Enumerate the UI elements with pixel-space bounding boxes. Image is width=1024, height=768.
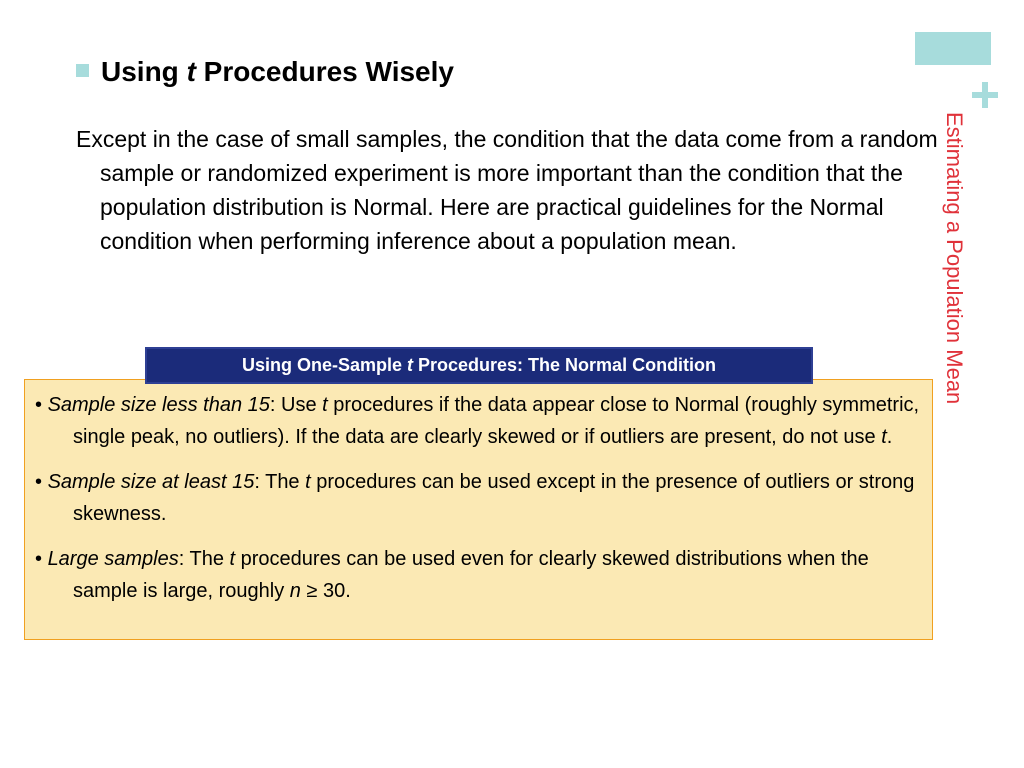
guideline-item-small-sample: • Sample size less than 15: Use t procedures if the data appear close to Normal (roughly symmetric, single peak, no outliers). If the data are clearly skewed or if outliers are present, do not use t. [35,394,920,448]
section-side-title: Estimating a Population Mean [942,112,967,405]
square-bullet-icon [76,64,89,77]
guideline-list [35,390,925,621]
slide-heading: Using t Procedures Wisely [76,56,454,88]
guideline-item-medium-sample: • Sample size at least 15: The t procedures can be used except in the presence of outliers or strong skewness. [35,471,915,525]
guideline-item-large-sample: • Large samples: The t procedures can be used even for clearly skewed distributions when the sample is large, roughly n ≥ 30. [35,548,869,602]
box-header: Using One-Sample t Procedures: The Normal Condition [145,347,813,384]
plus-icon [972,82,998,108]
accent-bar [915,32,991,65]
intro-paragraph: Except in the case of small samples, the condition that the data come from a random sample or randomized experiment is more important than the condition that the population distribution is Normal. Here are practical guidelines for the Normal condition when performing inference about a population mean. [76,126,938,254]
normal-condition-box [24,379,933,640]
